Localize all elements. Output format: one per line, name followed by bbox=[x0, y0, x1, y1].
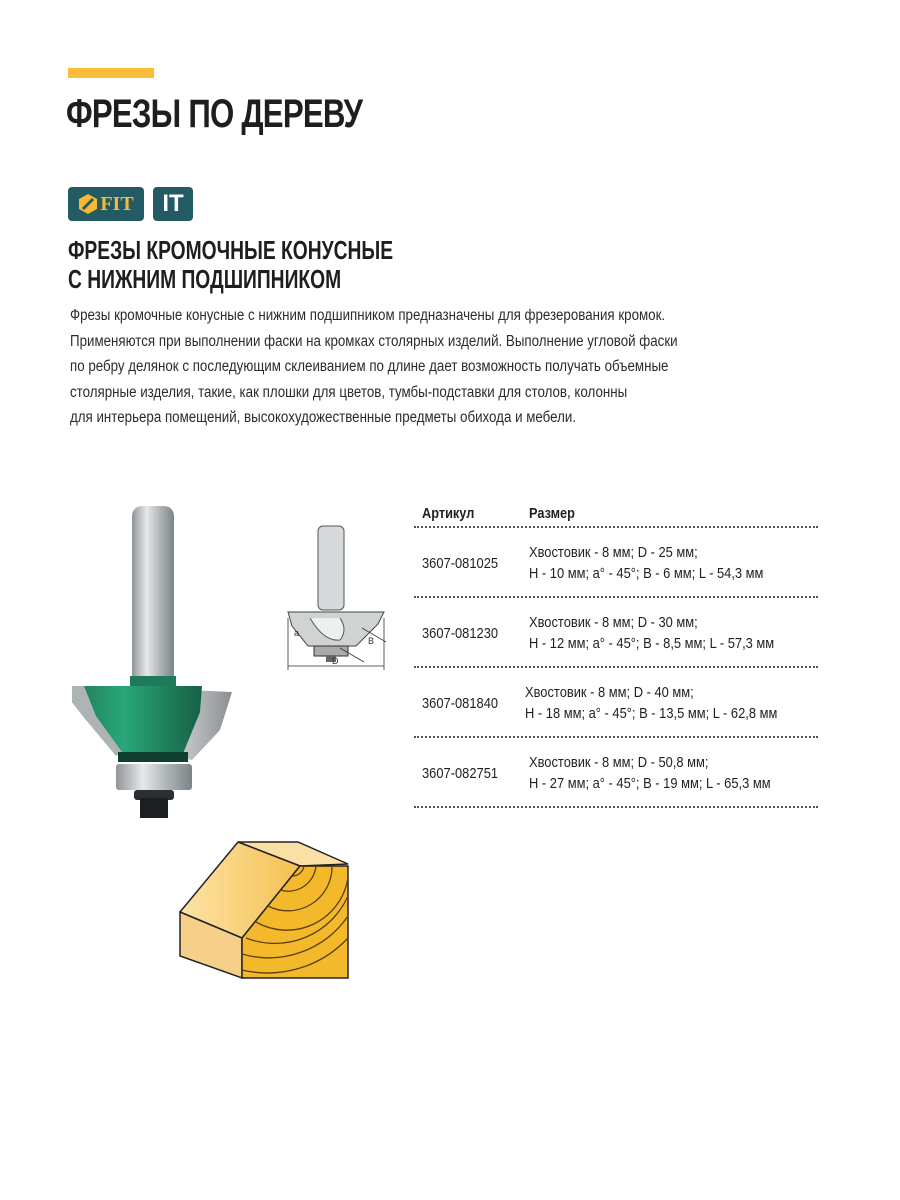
size-line1: Хвостовик - 8 мм; D - 25 мм; bbox=[529, 544, 698, 561]
brand-badges bbox=[68, 187, 193, 221]
section-title-line2: С НИЖНИМ ПОДШИПНИКОМ bbox=[68, 264, 342, 294]
table-row bbox=[414, 740, 818, 806]
description-line: столярные изделия, такие, как плошки для цветов, тумбы-подставки для столов, колонны bbox=[70, 383, 628, 401]
table-header bbox=[414, 500, 818, 526]
router-bit-photo bbox=[64, 480, 244, 820]
article-number: 3607-081025 bbox=[422, 554, 499, 572]
article-number: 3607-081230 bbox=[422, 624, 499, 642]
description-line: Фрезы кромочные конусные с нижним подшипником предназначены для фрезерования кромок. bbox=[70, 307, 666, 324]
accent-bar bbox=[68, 68, 154, 78]
table-row bbox=[414, 600, 818, 666]
article-number: 3607-081840 bbox=[422, 694, 499, 712]
header-article: Артикул bbox=[422, 504, 475, 522]
fit-logo-icon bbox=[78, 193, 98, 215]
router-bit-schematic bbox=[278, 520, 398, 680]
angle-label: a bbox=[294, 628, 300, 638]
size-line2: H - 27 мм; a° - 45°; B - 19 мм; L - 65,3 мм bbox=[529, 775, 771, 792]
size-line1: Хвостовик - 8 мм; D - 50,8 мм; bbox=[529, 754, 709, 771]
article-number: 3607-082751 bbox=[422, 764, 499, 782]
header-size: Размер bbox=[529, 504, 575, 522]
description bbox=[70, 303, 792, 431]
size-line2: H - 10 мм; a° - 45°; B - 6 мм; L - 54,3 мм bbox=[529, 565, 764, 582]
fit-badge bbox=[68, 187, 144, 221]
divider bbox=[414, 806, 818, 810]
spec-table bbox=[414, 500, 818, 810]
size-line2: H - 12 мм; a° - 45°; B - 8,5 мм; L - 57,3 мм bbox=[529, 635, 775, 652]
size-line2: H - 18 мм; a° - 45°; B - 13,5 мм; L - 62,8 мм bbox=[524, 705, 777, 722]
size-line1: Хвостовик - 8 мм; D - 30 мм; bbox=[529, 614, 698, 631]
section-title-line1: ФРЕЗЫ КРОМОЧНЫЕ КОНУСНЫЕ bbox=[68, 235, 394, 265]
description-line: по ребру делянок с последующим склеиванием по длине дает возможность получать объемные bbox=[70, 358, 669, 375]
table-row bbox=[414, 670, 818, 736]
it-badge: IT bbox=[153, 187, 193, 221]
diameter-label: D bbox=[332, 656, 339, 666]
table-row bbox=[414, 530, 818, 596]
chamfered-wood-profile bbox=[176, 838, 356, 983]
fit-badge-label: FIT bbox=[100, 192, 134, 215]
section-title bbox=[68, 236, 393, 294]
page-title: ФРЕЗЫ ПО ДЕРЕВУ bbox=[66, 92, 363, 136]
bevel-label: B bbox=[368, 636, 375, 646]
description-line: для интерьера помещений, высокохудожественные предметы обихода и мебели. bbox=[70, 409, 577, 426]
size-line1: Хвостовик - 8 мм; D - 40 мм; bbox=[524, 684, 694, 701]
description-line: Применяются при выполнении фаски на кромках столярных изделий. Выполнение угловой фаски bbox=[70, 332, 678, 350]
